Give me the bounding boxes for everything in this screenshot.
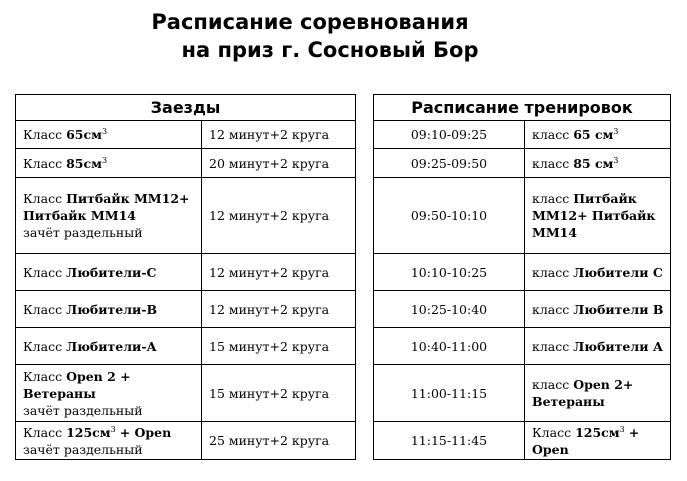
class-note: зачёт раздельный	[23, 441, 143, 457]
table-row	[16, 149, 356, 178]
class-note: зачёт раздельный	[23, 402, 143, 418]
class-name-suffix: + Open	[119, 424, 172, 440]
training-time-cell: 11:00-11:15	[374, 365, 525, 422]
race-duration-cell: 12 минут+2 круга	[202, 121, 356, 149]
class-name: Питбайк ММ12+ Питбайк ММ14	[532, 191, 656, 240]
table-row	[16, 178, 356, 254]
class-prefix: класс	[532, 191, 570, 206]
training-class-cell	[525, 149, 671, 178]
table-row	[16, 422, 356, 460]
races-table	[15, 94, 356, 460]
class-prefix: Класс	[23, 368, 63, 384]
training-time-cell: 11:15-11:45	[374, 422, 525, 460]
class-name: Любители В	[573, 301, 664, 317]
table-row	[374, 365, 671, 422]
class-name-suffix: + Open	[532, 424, 640, 457]
class-prefix: Класс	[23, 155, 63, 171]
table-row	[374, 149, 671, 178]
class-prefix: класс	[532, 264, 570, 280]
training-header: Расписание тренировок	[374, 95, 671, 121]
table-row	[16, 291, 356, 328]
race-class-cell	[16, 178, 202, 254]
table-row	[374, 121, 671, 149]
table-row	[374, 328, 671, 365]
table-row	[16, 365, 356, 422]
class-name: Любители-В	[66, 301, 158, 317]
table-row	[374, 291, 671, 328]
training-table	[373, 94, 671, 460]
table-row	[16, 328, 356, 365]
training-time-cell: 10:25-10:40	[374, 291, 525, 328]
class-name-superscript: 3	[619, 424, 625, 434]
training-class-cell	[525, 328, 671, 365]
class-prefix: Класс	[23, 127, 63, 142]
class-prefix: Класс	[23, 301, 63, 317]
class-prefix: Класс	[23, 191, 63, 206]
race-class-cell	[16, 328, 202, 365]
class-name: 65 см	[573, 127, 614, 142]
training-time-cell: 09:10-09:25	[374, 121, 525, 149]
table-row	[374, 422, 671, 460]
training-time-cell: 10:40-11:00	[374, 328, 525, 365]
race-class-cell	[16, 254, 202, 291]
title-line-2: на приз г. Сосновый Бор	[181, 38, 479, 62]
class-prefix: Класс	[532, 424, 572, 440]
title-line-1: Расписание соревнования	[151, 10, 469, 34]
class-name-superscript: 3	[613, 127, 619, 136]
class-name: Любители С	[573, 264, 663, 280]
race-duration-cell: 20 минут+2 круга	[202, 149, 356, 178]
race-duration-cell: 25 минут+2 круга	[202, 422, 356, 460]
class-prefix: Класс	[23, 338, 63, 354]
class-prefix: класс	[532, 155, 570, 171]
race-duration-cell: 12 минут+2 круга	[202, 254, 356, 291]
training-class-cell	[525, 365, 671, 422]
training-class-cell	[525, 254, 671, 291]
class-name: Open 2 + Ветераны	[23, 368, 131, 401]
race-class-cell	[16, 121, 202, 149]
class-name: Любители-С	[66, 264, 157, 280]
training-class-cell	[525, 121, 671, 149]
race-class-cell	[16, 422, 202, 460]
training-time-cell: 09:25-09:50	[374, 149, 525, 178]
class-name: 85 см	[573, 155, 614, 171]
class-prefix: класс	[532, 338, 570, 354]
class-prefix: класс	[532, 377, 570, 392]
class-name: Любители-А	[66, 338, 157, 354]
training-class-cell	[525, 291, 671, 328]
training-time-cell: 09:50-10:10	[374, 178, 525, 254]
training-time-cell: 10:10-10:25	[374, 254, 525, 291]
training-class-cell	[525, 422, 671, 460]
class-name: Питбайк ММ12+ Питбайк ММ14	[23, 191, 190, 223]
class-prefix: Класс	[23, 424, 63, 440]
class-prefix: класс	[532, 127, 570, 142]
training-class-cell	[525, 178, 671, 254]
race-duration-cell: 12 минут+2 круга	[202, 178, 356, 254]
table-row	[16, 121, 356, 149]
race-class-cell	[16, 149, 202, 178]
class-name: 65см	[66, 127, 102, 142]
race-class-cell	[16, 365, 202, 422]
page-title	[0, 8, 620, 64]
class-name-superscript: 3	[110, 424, 116, 434]
class-name: Open 2+ Ветераны	[532, 377, 634, 409]
class-name: Любители А	[573, 338, 663, 354]
class-prefix: класс	[532, 301, 570, 317]
class-name-superscript: 3	[613, 155, 619, 165]
class-prefix: Класс	[23, 264, 63, 280]
class-name: 85см	[66, 155, 102, 171]
class-name: 125см	[575, 424, 620, 440]
class-name-superscript: 3	[101, 127, 108, 136]
race-duration-cell: 12 минут+2 круга	[202, 291, 356, 328]
race-duration-cell: 15 минут+2 круга	[202, 365, 356, 422]
table-row	[16, 254, 356, 291]
class-name: 125см	[66, 424, 111, 440]
table-row	[374, 254, 671, 291]
race-duration-cell: 15 минут+2 круга	[202, 328, 356, 365]
class-name-superscript: 3	[101, 155, 108, 165]
race-class-cell	[16, 291, 202, 328]
table-row	[374, 178, 671, 254]
class-note: зачёт раздельный	[23, 225, 143, 240]
races-header: Заезды	[16, 95, 356, 121]
